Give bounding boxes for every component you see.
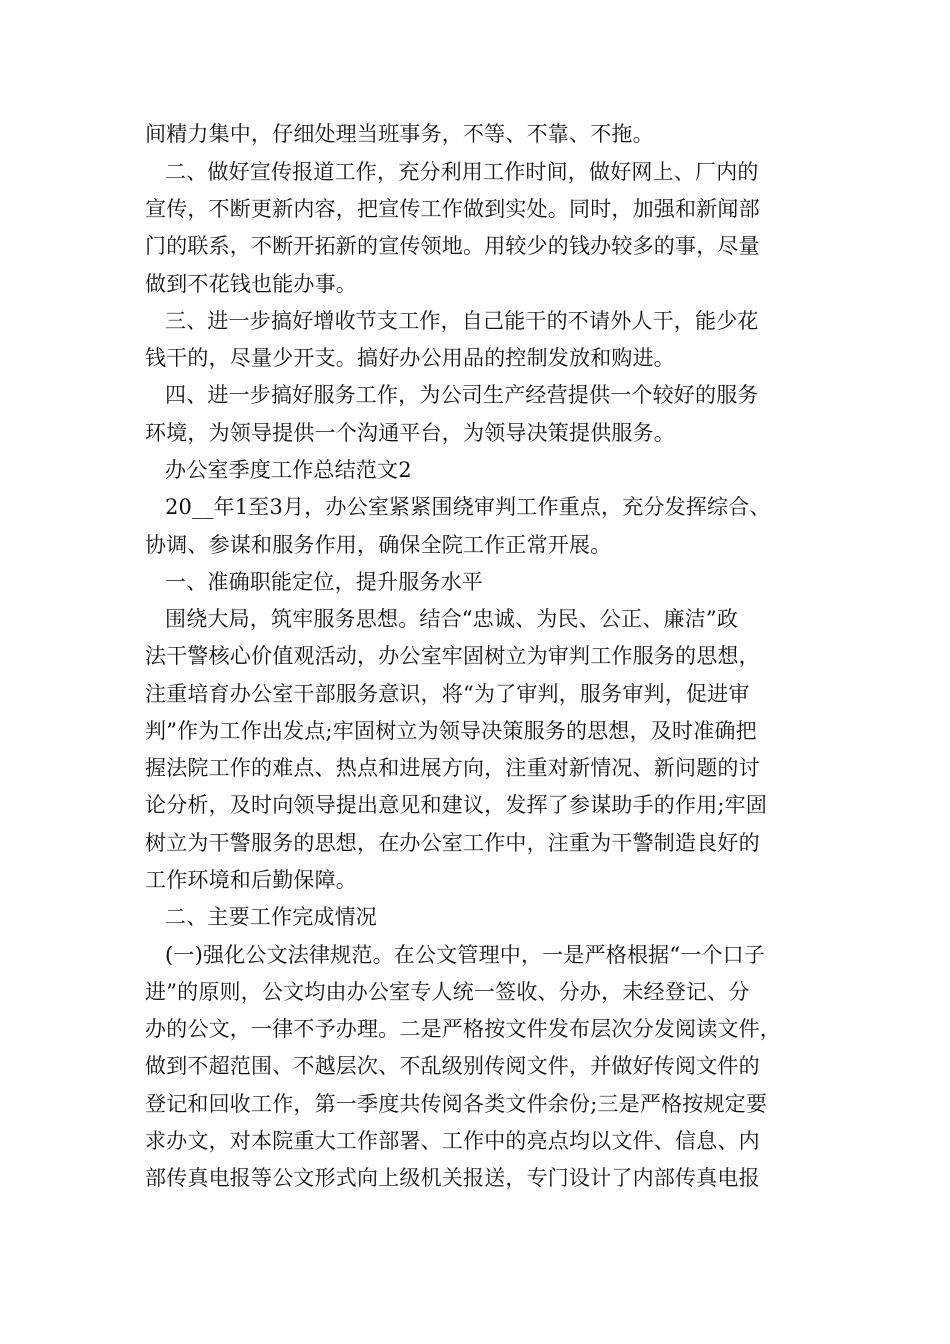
section-title: 办公室季度工作总结范文2 [165, 458, 412, 482]
text-line: 办的公文，一律不予办理。二是严格按文件发布层次分发阅读文件， [145, 1017, 781, 1041]
text-line: 20__年1至3月，办公室紧紧围绕审判工作重点，充分发挥综合、 [165, 495, 771, 519]
text-line: 部传真电报等公文形式向上级机关报送，专门设计了内部传真电报 [145, 1166, 760, 1190]
text-line: 进”的原则，公文均由办公室专人统一签收、分办，未经登记、分 [145, 980, 750, 1004]
text-line: 钱干的，尽量少开支。搞好办公用品的控制发放和购进。 [145, 346, 675, 370]
text-line: 间精力集中，仔细处理当班事务，不等、不靠、不拖。 [145, 122, 654, 146]
section-heading: 二、主要工作完成情况 [165, 905, 377, 929]
text-line: 注重培育办公室干部服务意识，将“为了审判，服务审判，促进审 [145, 682, 750, 706]
text-line: 判”作为工作出发点;牢固树立为领导决策服务的思想，及时准确把 [145, 719, 757, 743]
text-line: 环境，为领导提供一个沟通平台，为领导决策提供服务。 [145, 421, 675, 445]
text-line: 握法院工作的难点、热点和进展方向，注重对新情况、新问题的讨 [145, 756, 760, 780]
text-line: 围绕大局，筑牢服务思想。结合“忠诚、为民、公正、廉洁”政 [165, 607, 739, 631]
text-line: 登记和回收工作，第一季度共传阅各类文件余份;三是严格按规定要 [145, 1092, 768, 1116]
text-line: 门的联系，不断开拓新的宣传领地。用较少的钱办较多的事，尽量 [145, 234, 760, 258]
text-line: 求办文，对本院重大工作部署、工作中的亮点均以文件、信息、内 [145, 1129, 760, 1153]
text-line: 二、做好宣传报道工作，充分利用工作时间，做好网上、厂内的 [165, 160, 759, 184]
text-line: 做到不花钱也能办事。 [145, 272, 357, 296]
text-line: 宣传，不断更新内容，把宣传工作做到实处。同时，加强和新闻部 [145, 197, 760, 221]
text-line: 协调、参谋和服务作用，确保全院工作正常开展。 [145, 533, 612, 557]
text-line: 论分析，及时向领导提出意见和建议，发挥了参谋助手的作用;牢固 [145, 793, 768, 817]
text-line: 三、进一步搞好增收节支工作，自己能干的不请外人干，能少花 [165, 309, 759, 333]
text-line: 四、进一步搞好服务工作，为公司生产经营提供一个较好的服务 [165, 383, 759, 407]
text-line: (一)强化公文法律规范。在公文管理中，一是严格根据“一个口子 [165, 943, 766, 967]
text-line: 树立为干警服务的思想，在办公室工作中，注重为干警制造良好的 [145, 831, 760, 855]
text-line: 工作环境和后勤保障。 [145, 868, 357, 892]
text-line: 做到不超范围、不越层次、不乱级别传阅文件，并做好传阅文件的 [145, 1054, 760, 1078]
section-heading: 一、准确职能定位，提升服务水平 [165, 570, 483, 594]
text-line: 法干警核心价值观活动，办公室牢固树立为审判工作服务的思想， [145, 644, 760, 668]
